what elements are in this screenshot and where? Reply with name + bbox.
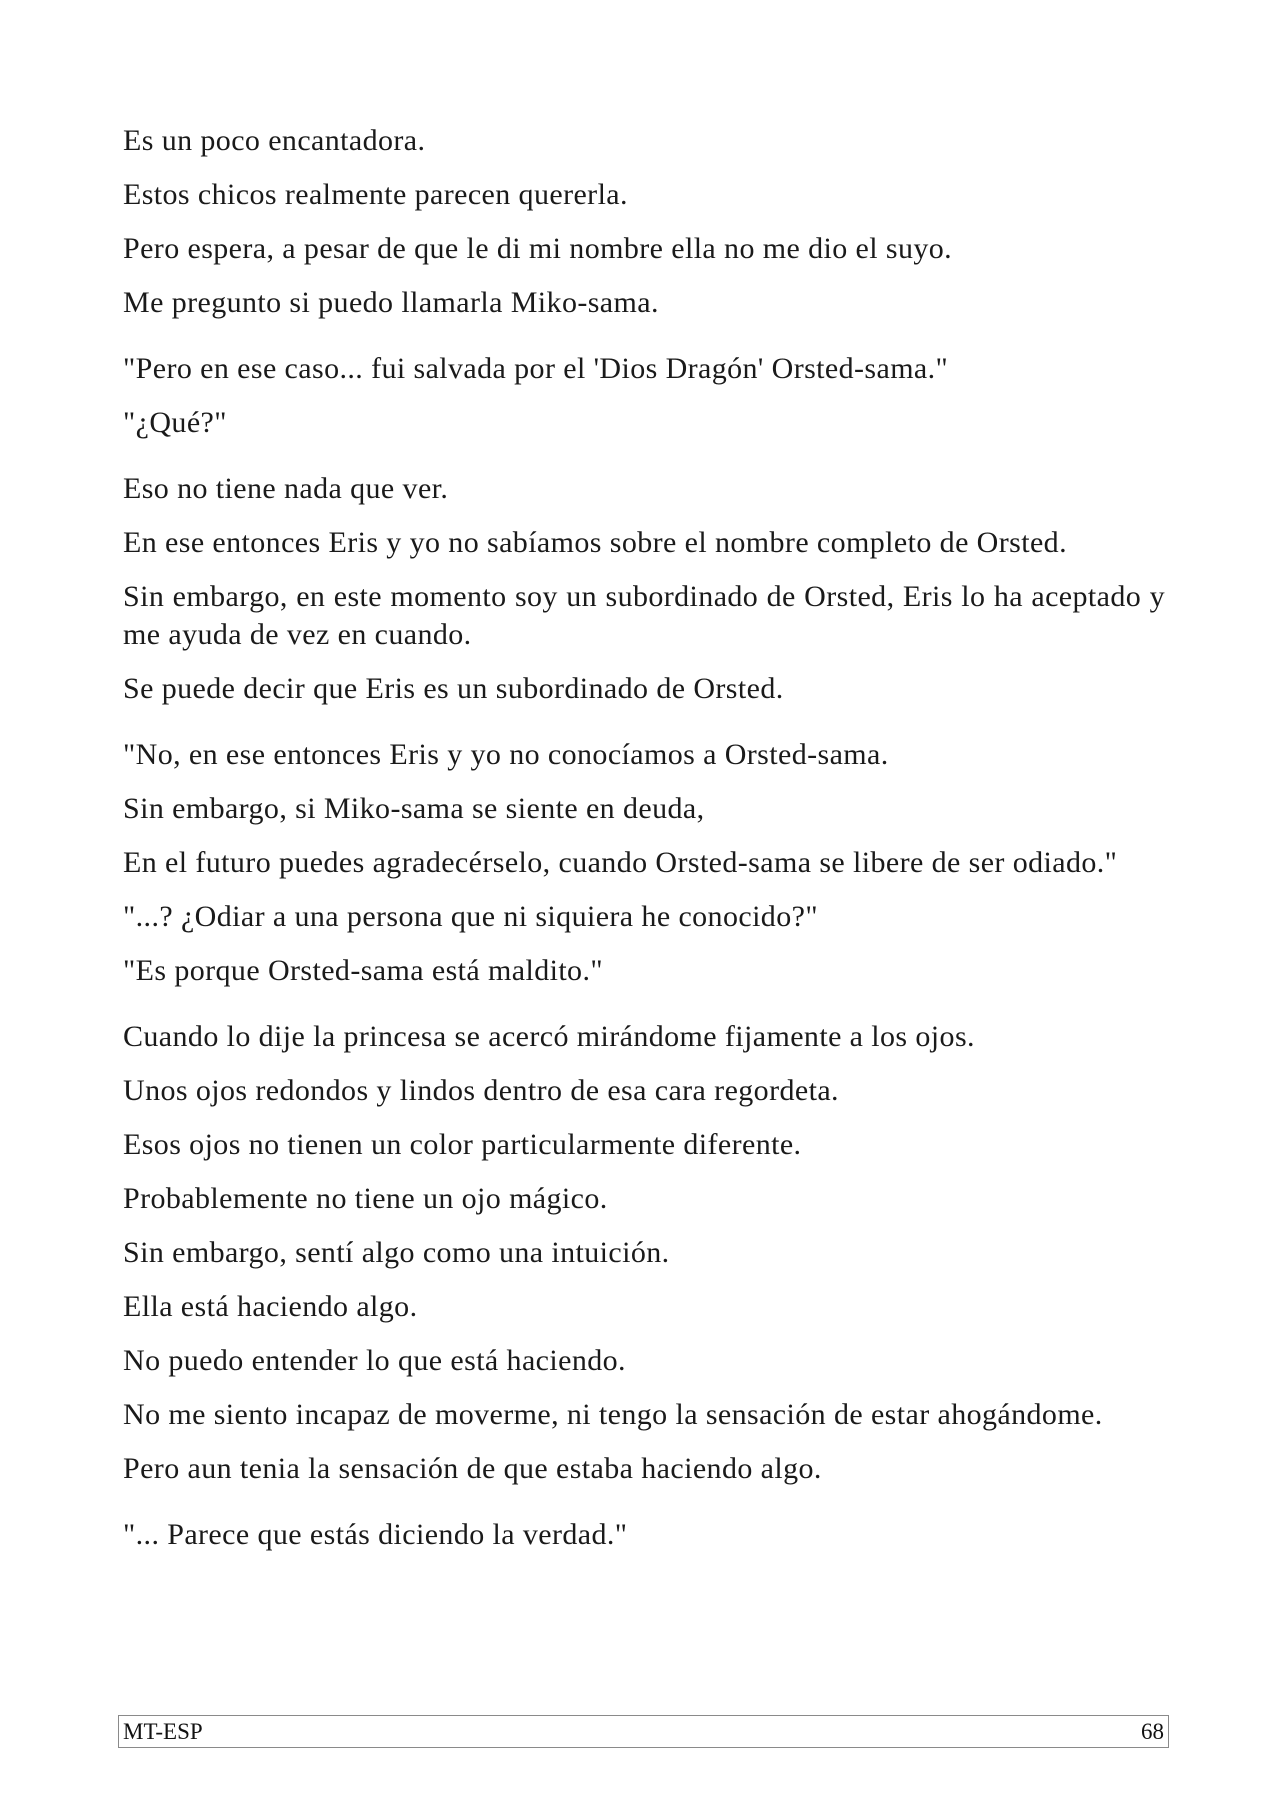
body-text: [123, 122, 1165, 1554]
dialogue-line: "Pero en ese caso... fui salvada por el 'Dios Dragón' Orsted-sama.": [123, 352, 949, 385]
dialogue-line: "... Parece que estás diciendo la verdad.": [123, 1518, 628, 1551]
paragraph-group: [123, 736, 1165, 990]
paragraph: Estos chicos realmente parecen quererla.: [123, 178, 628, 211]
paragraph-group: [123, 1516, 1165, 1554]
page-number: 68: [1141, 1718, 1164, 1744]
paragraph: Ella está haciendo algo.: [123, 1290, 418, 1323]
paragraph: Probablemente no tiene un ojo mágico.: [123, 1182, 608, 1215]
paragraph: Esos ojos no tienen un color particularmente diferente.: [123, 1128, 802, 1161]
dialogue-line: "No, en ese entonces Eris y yo no conocíamos a Orsted-sama.: [123, 738, 889, 771]
paragraph: Me pregunto si puedo llamarla Miko-sama.: [123, 286, 659, 319]
paragraph: Eso no tiene nada que ver.: [123, 472, 449, 505]
paragraph-group: [123, 470, 1165, 708]
paragraph: No puedo entender lo que está haciendo.: [123, 1344, 626, 1377]
paragraph: No me siento incapaz de moverme, ni tengo la sensación de estar ahogándome.: [123, 1398, 1103, 1431]
dialogue-line: En el futuro puedes agradecérselo, cuando Orsted-sama se libere de ser odiado.": [123, 846, 1118, 879]
footer-label: MT-ESP: [123, 1718, 203, 1744]
page-footer: [118, 1715, 1169, 1748]
paragraph: Cuando lo dije la princesa se acercó mirándome fijamente a los ojos.: [123, 1020, 975, 1053]
paragraph-group: [123, 350, 1165, 442]
paragraph: Se puede decir que Eris es un subordinado de Orsted.: [123, 672, 784, 705]
dialogue-line: "Es porque Orsted-sama está maldito.": [123, 954, 604, 987]
dialogue-line: Sin embargo, si Miko-sama se siente en deuda,: [123, 792, 705, 825]
dialogue-line: "...? ¿Odiar a una persona que ni siquiera he conocido?": [123, 900, 818, 933]
paragraph: Es un poco encantadora.: [123, 124, 426, 157]
paragraph-group: [123, 122, 1165, 322]
paragraph: Pero espera, a pesar de que le di mi nombre ella no me dio el suyo.: [123, 232, 953, 265]
paragraph: Sin embargo, en este momento soy un subordinado de Orsted, Eris lo ha aceptado y me ayuda de vez en cuando.: [123, 580, 1165, 651]
paragraph: Sin embargo, sentí algo como una intuición.: [123, 1236, 670, 1269]
dialogue-line: "¿Qué?": [123, 406, 227, 439]
paragraph: Pero aun tenia la sensación de que estaba haciendo algo.: [123, 1452, 822, 1485]
paragraph-group: [123, 1018, 1165, 1488]
paragraph: Unos ojos redondos y lindos dentro de esa cara regordeta.: [123, 1074, 839, 1107]
paragraph: En ese entonces Eris y yo no sabíamos sobre el nombre completo de Orsted.: [123, 526, 1067, 559]
